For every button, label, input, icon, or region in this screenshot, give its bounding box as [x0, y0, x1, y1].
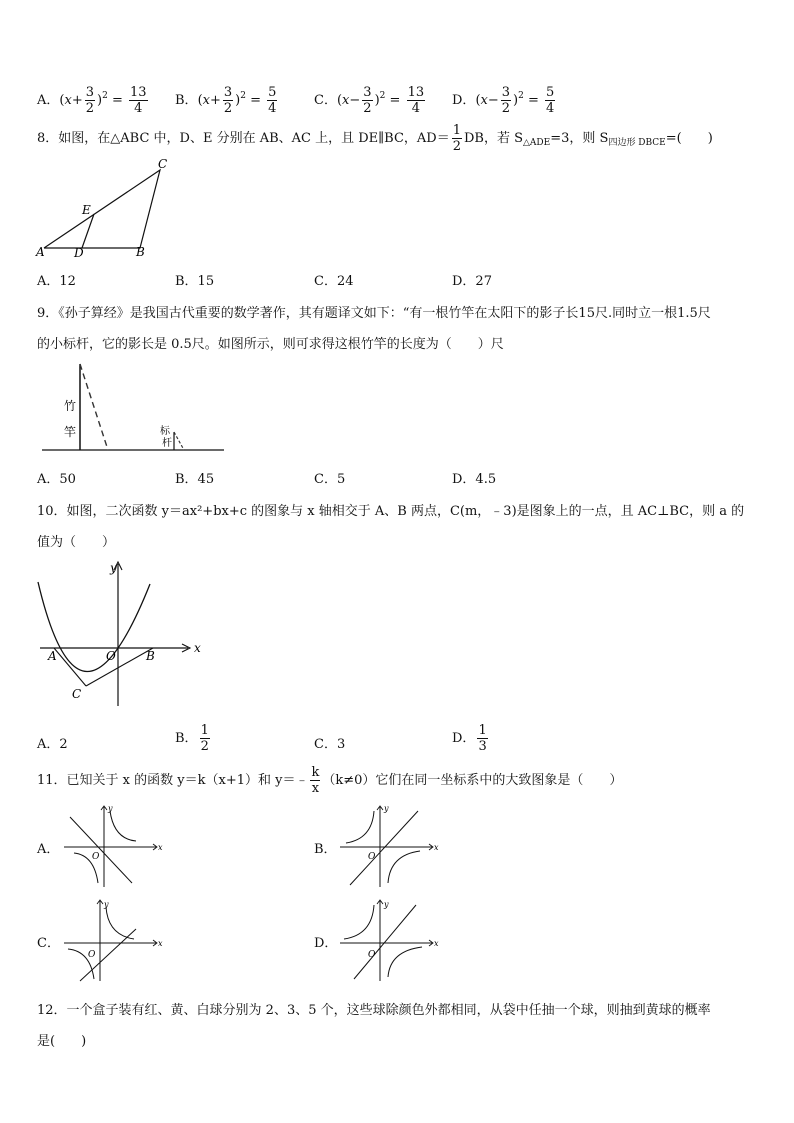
q8-stem: 8．如图，在△ABC 中，D、E 分别在 AB、AC 上，且 DE∥BC，AD＝ $\frac{1}{2}$ DB，若 $S_{\triangle ADE}=3$，则 $S_{四边形 DBCE}=$( ): [37, 123, 713, 154]
q9-label-rod-1: 标: [160, 426, 170, 437]
q10-label-y: y: [110, 561, 117, 575]
q9-label-rod-2: 杆: [162, 438, 172, 449]
q8-label-e: E: [82, 203, 91, 217]
q11-b-x-label: x: [434, 843, 439, 852]
q11-option-a-label: A．: [37, 842, 60, 857]
q8-option-c: C．24: [314, 274, 354, 289]
q11-d-y-label: y: [384, 900, 389, 909]
q10-label-o: O: [106, 649, 116, 663]
q11-a-origin-label: O: [92, 852, 100, 862]
q11-c-y-label: y: [104, 900, 109, 909]
q9-option-c: C．5: [314, 472, 346, 487]
q9-bamboo-figure: [40, 362, 230, 457]
q10-parabola-figure: [32, 560, 212, 712]
q12-stem-line2: 是( ): [37, 1034, 87, 1049]
q11-graph-b: [336, 803, 440, 889]
q9-label-pole-2: 竿: [64, 425, 77, 439]
q11-option-b-label: B．: [314, 842, 337, 857]
q10-option-b: B． $\frac{1}{2}$: [175, 723, 209, 754]
q11-graph-c: [60, 897, 164, 983]
q11-option-c-label: C．: [37, 936, 60, 951]
q10-option-d: D． $\frac{1}{3}$: [452, 723, 487, 754]
q11-stem: 11．已知关于 x 的函数 y＝k（x+1）和 y＝﹣ $\frac{k}{x}$ （k≠0）它们在同一坐标系中的大致图象是（ ）: [37, 765, 623, 796]
q11-b-origin-label: O: [368, 852, 376, 862]
q8-label-d: D: [74, 246, 84, 260]
q9-option-a: A．50: [37, 472, 76, 487]
q10-stem-line1: 10．如图，二次函数 y＝ax²+bx+c 的图象与 x 轴相交于 A、B 两点，C(m，﹣3)是图象上的一点，且 AC⊥BC，则 a 的: [37, 504, 745, 519]
q11-a-x-label: x: [158, 843, 163, 852]
q11-c-x-label: x: [158, 939, 163, 948]
q7-option-d: D．(x− $\frac{3}{2}$ )$^2$ = $\frac{5}{4}$: [452, 85, 555, 116]
q7-option-a: A．(x+ $\frac{3}{2}$ )$^2$ = $\frac{13}{4}$: [37, 85, 147, 116]
q10-option-a: A．2: [37, 737, 68, 752]
q7-option-c: C．(x− $\frac{3}{2}$ )$^2$ = $\frac{13}{4}$: [314, 85, 425, 116]
q10-label-a: A: [48, 649, 57, 663]
q8-label-a: A: [36, 245, 45, 259]
q9-stem-line2: 的小标杆，它的影长是 0.5尺。如图所示，则可求得这根竹竿的长度为（ ）尺: [37, 337, 504, 352]
q9-option-d: D．4.5: [452, 472, 497, 487]
q7-option-b: B．(x+ $\frac{3}{2}$ )$^2$ = $\frac{5}{4}$: [175, 85, 277, 116]
q9-stem-line1: 9．《孙子算经》是我国古代重要的数学著作，其有题译文如下：“有一根竹竿在太阳下的影子长15尺.同时立一根1.5尺: [37, 306, 711, 321]
q10-label-c: C: [72, 687, 82, 701]
q11-a-y-label: y: [108, 804, 113, 813]
q10-stem-line2: 值为（ ）: [37, 535, 116, 550]
q10-label-x: x: [194, 641, 201, 655]
q11-option-d-label: D．: [314, 936, 338, 951]
q9-label-pole-1: 竹: [64, 399, 77, 413]
q8-option-d: D．27: [452, 274, 492, 289]
q10-option-c: C．3: [314, 737, 346, 752]
q8-triangle-figure: [30, 158, 180, 260]
q9-option-b: B．45: [175, 472, 215, 487]
q8-label-c: C: [158, 157, 168, 171]
q12-stem-line1: 12．一个盒子装有红、黄、白球分别为 2、3、5 个，这些球除颜色外都相同，从袋中任抽一个球，则抽到黄球的概率: [37, 1003, 711, 1018]
q10-label-b: B: [146, 649, 155, 663]
q11-d-origin-label: O: [368, 950, 376, 960]
q11-d-x-label: x: [434, 939, 439, 948]
q8-label-b: B: [136, 245, 145, 259]
q8-option-b: B．15: [175, 274, 215, 289]
q8-option-a: A．12: [37, 274, 76, 289]
q11-graph-a: [60, 803, 164, 889]
q11-graph-d: [336, 897, 440, 983]
q11-b-y-label: y: [384, 804, 389, 813]
q11-c-origin-label: O: [88, 950, 96, 960]
